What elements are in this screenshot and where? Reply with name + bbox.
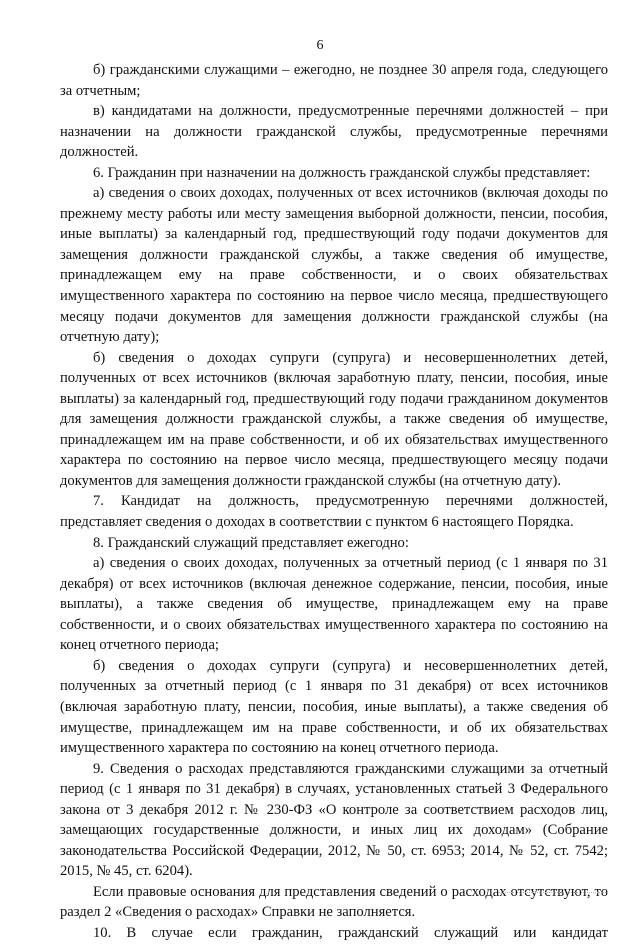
page-number: 6 bbox=[316, 38, 324, 53]
document-body bbox=[60, 60, 608, 944]
paragraph-5b: б) гражданскими служащими – ежегодно, не позднее 30 апреля года, следующего за отчетным; bbox=[60, 62, 608, 99]
paragraph-6a: а) сведения о своих доходах, полученных от всех источников (включая доходы по прежнему месту работы или месту замещения выборной должности, пенсии, пособия, иные выплаты) за календарный год, предшествующий году подачи документов для замещения должности гражданской службы, а также сведения об имуществе, принадлежащем ему на праве собственности, и о своих обязательствах имущественного характера по состоянию на первое число месяца, предшествующего месяцу подачи документов для замещения должности гражданской службы (на отчетную дату); bbox=[60, 185, 608, 346]
paragraph-10: 10. В случае если гражданин, гражданский служащий или кандидат bbox=[93, 924, 608, 941]
paragraph-8b: б) сведения о доходах супруги (супруга) и несовершеннолетних детей, полученных за отчетный период (с 1 января по 31 декабря) от всех источников (включая заработную плату, пенсии, пособия, иные выплаты), а также сведения об имуществе, принадлежащем им на праве собственности, и об их обязательствах имущественного характера по состоянию на конец отчетного периода. bbox=[60, 657, 608, 757]
paragraph-6: 6. Гражданин при назначении на должность гражданской службы представляет: bbox=[93, 164, 591, 181]
paragraph-7: 7. Кандидат на должность, предусмотренную перечнями должностей, представляет сведения о доходах в соответствии с пунктом 6 настоящего Порядка. bbox=[60, 493, 608, 531]
paragraph-5v: в) кандидатами на должности, предусмотренные перечнями должностей – при назначении на должности гражданской службы, предусмотренные перечнями должностей. bbox=[60, 103, 608, 161]
paragraph-9-note: Если правовые основания для представления сведений о расходах отсутствуют, то раздел 2 «Сведения о расходах» Справки не заполняется. bbox=[60, 883, 608, 921]
paragraph-8a: а) сведения о своих доходах, полученных за отчетный период (с 1 января по 31 декабря) от всех источников (включая денежное содержание, пенсии, пособия, иные выплаты), а также сведения об имуществе, принадлежащем ему на праве собственности, и о своих обязательствах имущественного характера по состоянию на конец отчетного периода; bbox=[60, 555, 608, 654]
paragraph-6b: б) сведения о доходах супруги (супруга) и несовершеннолетних детей, полученных от всех источников (включая заработную плату, пенсии, пособия, иные выплаты) за календарный год, предшествующий году подачи гражданином документов для замещения должности гражданской службы, а также сведения об имуществе, принадлежащем им на праве собственности, и об их обязательствах имущественного характера по состоянию на первое число месяца, предшествующего месяцу подачи документов для замещения должности гражданской службы (на отчетную дату). bbox=[60, 349, 608, 489]
paragraph-9: 9. Сведения о расходах представляются гражданскими служащими за отчетный период (с 1 января по 31 декабря) в случаях, установленных статьей 3 Федерального закона от 3 декабря 2012 г. № 230-ФЗ «О контроле за соответствием расходов лиц, замещающих государственные должности, и иных лиц их доходам» (Собрание законодательства Российской Федерации, 2012, № 50, ст. 6953; 2014, № 52, ст. 7542; 2015, № 45, ст. 6204). bbox=[60, 760, 608, 880]
paragraph-8: 8. Гражданский служащий представляет ежегодно: bbox=[93, 534, 409, 551]
scan-edge-mark bbox=[498, 892, 608, 899]
